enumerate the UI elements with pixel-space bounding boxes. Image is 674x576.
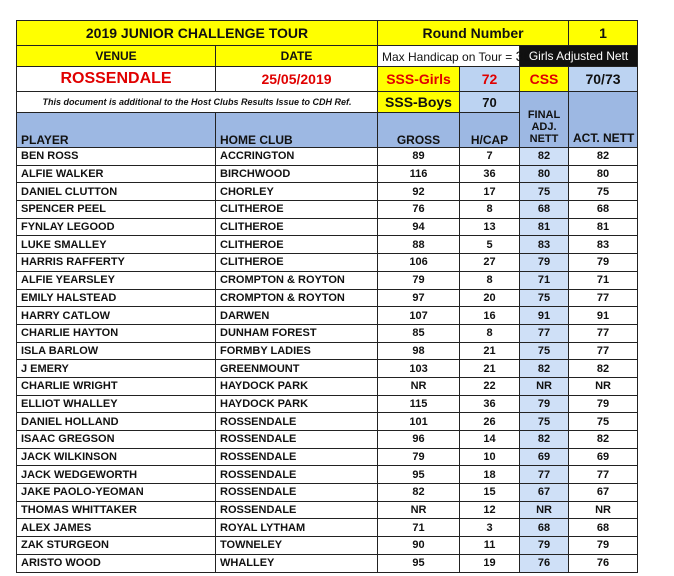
gross-cell: 98 [378, 342, 460, 360]
hcap-cell: 20 [460, 289, 520, 307]
gross-cell: 107 [378, 307, 460, 325]
home-club-cell: CLITHEROE [216, 218, 378, 236]
gross-cell: 101 [378, 413, 460, 431]
gross-cell: 88 [378, 236, 460, 254]
player-cell: ELLIOT WHALLEY [17, 395, 216, 413]
final-adj-nett-cell: 82 [520, 148, 569, 166]
final-adj-nett-cell: 69 [520, 448, 569, 466]
act-nett-cell: 77 [569, 324, 638, 342]
sss-boys-value: 70 [460, 92, 520, 113]
player-cell: ZAK STURGEON [17, 537, 216, 555]
home-club-cell: ROSSENDALE [216, 413, 378, 431]
player-cell: LUKE SMALLEY [17, 236, 216, 254]
player-cell: ALEX JAMES [17, 519, 216, 537]
table-row [17, 431, 638, 449]
home-club-cell: CHORLEY [216, 183, 378, 201]
gross-cell: 79 [378, 271, 460, 289]
final-adj-line-2: ADJ. [531, 121, 557, 133]
final-adj-line-1: FINAL [527, 109, 561, 121]
gross-cell: 96 [378, 431, 460, 449]
act-nett-cell: 71 [569, 271, 638, 289]
player-cell: JAKE PAOLO-YEOMAN [17, 484, 216, 502]
table-row [17, 395, 638, 413]
act-nett-cell: 75 [569, 183, 638, 201]
final-adj-nett-cell: 82 [520, 360, 569, 378]
gross-cell: 97 [378, 289, 460, 307]
gross-cell: 94 [378, 218, 460, 236]
gross-cell: 89 [378, 148, 460, 166]
act-nett-cell: 79 [569, 537, 638, 555]
act-nett-cell: 75 [569, 413, 638, 431]
player-cell: ISAAC GREGSON [17, 431, 216, 449]
home-club-cell: FORMBY LADIES [216, 342, 378, 360]
date-label: DATE [216, 46, 378, 67]
player-cell: EMILY HALSTEAD [17, 289, 216, 307]
hcap-cell: 8 [460, 271, 520, 289]
act-nett-cell: 91 [569, 307, 638, 325]
css-label: CSS [520, 67, 569, 92]
girls-adjusted-label: Girls Adjusted Nett [520, 46, 638, 67]
act-nett-cell: 82 [569, 148, 638, 166]
gross-cell: 106 [378, 254, 460, 272]
hcap-cell: 21 [460, 342, 520, 360]
sheet-header [17, 21, 638, 148]
act-nett-cell: 69 [569, 448, 638, 466]
home-club-cell: ACCRINGTON [216, 148, 378, 166]
player-cell: SPENCER PEEL [17, 201, 216, 219]
col-gross: GROSS [378, 113, 460, 148]
table-row [17, 537, 638, 555]
table-row [17, 554, 638, 572]
act-nett-cell: 79 [569, 395, 638, 413]
round-number-value: 1 [569, 21, 638, 46]
final-adj-nett-cell: 83 [520, 236, 569, 254]
home-club-cell: CLITHEROE [216, 236, 378, 254]
gross-cell: 90 [378, 537, 460, 555]
table-row [17, 218, 638, 236]
hcap-cell: 17 [460, 183, 520, 201]
gross-cell: 71 [378, 519, 460, 537]
home-club-cell: HAYDOCK PARK [216, 377, 378, 395]
home-club-cell: ROSSENDALE [216, 501, 378, 519]
table-row [17, 342, 638, 360]
hcap-cell: 11 [460, 537, 520, 555]
act-nett-cell: 68 [569, 201, 638, 219]
table-row [17, 201, 638, 219]
act-nett-cell: 82 [569, 360, 638, 378]
player-cell: J EMERY [17, 360, 216, 378]
max-handicap [378, 46, 532, 67]
hcap-cell: 8 [460, 324, 520, 342]
final-adj-line-3: NETT [529, 133, 559, 145]
hcap-cell: 10 [460, 448, 520, 466]
final-adj-nett-cell: 68 [520, 201, 569, 219]
act-nett-cell: 82 [569, 431, 638, 449]
document-note: This document is additional to the Host Clubs Results Issue to CDH Ref. [17, 92, 378, 113]
final-adj-nett-cell: 77 [520, 466, 569, 484]
table-row [17, 165, 638, 183]
gross-cell: 103 [378, 360, 460, 378]
hcap-cell: 8 [460, 201, 520, 219]
home-club-cell: HAYDOCK PARK [216, 395, 378, 413]
hcap-cell: 13 [460, 218, 520, 236]
table-row [17, 484, 638, 502]
player-cell: HARRY CATLOW [17, 307, 216, 325]
table-row [17, 271, 638, 289]
final-adj-nett-cell: 76 [520, 554, 569, 572]
player-cell: ISLA BARLOW [17, 342, 216, 360]
act-nett-cell: 76 [569, 554, 638, 572]
sss-girls-value: 72 [460, 67, 520, 92]
home-club-cell: CLITHEROE [216, 201, 378, 219]
gross-cell: NR [378, 501, 460, 519]
home-club-cell: CROMPTON & ROYTON [216, 271, 378, 289]
col-hcap: H/CAP [460, 113, 520, 148]
hcap-cell: 18 [460, 466, 520, 484]
venue-label: VENUE [17, 46, 216, 67]
max-handicap-value: 36 [515, 48, 532, 64]
table-row [17, 377, 638, 395]
act-nett-cell: 79 [569, 254, 638, 272]
table-row [17, 183, 638, 201]
player-cell: THOMAS WHITTAKER [17, 501, 216, 519]
hcap-cell: 21 [460, 360, 520, 378]
table-row [17, 448, 638, 466]
hcap-cell: 27 [460, 254, 520, 272]
hcap-cell: 12 [460, 501, 520, 519]
table-row [17, 501, 638, 519]
home-club-cell: ROSSENDALE [216, 431, 378, 449]
table-row [17, 324, 638, 342]
player-cell: ALFIE WALKER [17, 165, 216, 183]
final-adj-nett-cell: NR [520, 501, 569, 519]
tour-title: 2019 JUNIOR CHALLENGE TOUR [17, 21, 378, 46]
hcap-cell: 19 [460, 554, 520, 572]
table-row [17, 254, 638, 272]
final-adj-nett-cell: 77 [520, 324, 569, 342]
table-row [17, 413, 638, 431]
col-home-club: HOME CLUB [216, 113, 378, 148]
home-club-cell: GREENMOUNT [216, 360, 378, 378]
final-adj-nett-cell: 82 [520, 431, 569, 449]
gross-cell: 116 [378, 165, 460, 183]
gross-cell: 92 [378, 183, 460, 201]
act-nett-cell: NR [569, 501, 638, 519]
gross-cell: 115 [378, 395, 460, 413]
final-adj-nett-cell: 80 [520, 165, 569, 183]
final-adj-nett-cell: 91 [520, 307, 569, 325]
final-adj-nett-cell: 75 [520, 413, 569, 431]
player-cell: CHARLIE HAYTON [17, 324, 216, 342]
act-nett-cell: 83 [569, 236, 638, 254]
player-cell: CHARLIE WRIGHT [17, 377, 216, 395]
venue-value: ROSSENDALE [17, 67, 216, 92]
player-cell: HARRIS RAFFERTY [17, 254, 216, 272]
home-club-cell: DUNHAM FOREST [216, 324, 378, 342]
player-cell: ARISTO WOOD [17, 554, 216, 572]
gross-cell: 76 [378, 201, 460, 219]
table-row [17, 360, 638, 378]
final-adj-nett-cell: 75 [520, 342, 569, 360]
player-cell: DANIEL CLUTTON [17, 183, 216, 201]
final-adj-nett-cell: 79 [520, 395, 569, 413]
hcap-cell: 22 [460, 377, 520, 395]
hcap-cell: 5 [460, 236, 520, 254]
final-adj-nett-cell: 79 [520, 537, 569, 555]
sss-boys-label: SSS-Boys [378, 92, 460, 113]
final-adj-nett-cell: 75 [520, 289, 569, 307]
home-club-cell: ROYAL LYTHAM [216, 519, 378, 537]
home-club-cell: WHALLEY [216, 554, 378, 572]
player-cell: ALFIE YEARSLEY [17, 271, 216, 289]
player-cell: BEN ROSS [17, 148, 216, 166]
css-value: 70/73 [569, 67, 638, 92]
final-adj-nett-cell: 67 [520, 484, 569, 502]
sss-girls-label: SSS-Girls [378, 67, 460, 92]
player-cell: FYNLAY LEGOOD [17, 218, 216, 236]
player-cell: JACK WILKINSON [17, 448, 216, 466]
home-club-cell: ROSSENDALE [216, 448, 378, 466]
act-nett-cell: NR [569, 377, 638, 395]
final-adj-nett-cell: 81 [520, 218, 569, 236]
hcap-cell: 26 [460, 413, 520, 431]
act-nett-cell: 80 [569, 165, 638, 183]
table-row [17, 519, 638, 537]
table-row [17, 236, 638, 254]
hcap-cell: 36 [460, 395, 520, 413]
max-handicap-label: Max Handicap on Tour = [382, 50, 513, 64]
table-row [17, 148, 638, 166]
final-adj-nett-cell: NR [520, 377, 569, 395]
gross-cell: 95 [378, 554, 460, 572]
round-number-label: Round Number [378, 21, 569, 46]
hcap-cell: 36 [460, 165, 520, 183]
gross-cell: 79 [378, 448, 460, 466]
home-club-cell: ROSSENDALE [216, 466, 378, 484]
home-club-cell: DARWEN [216, 307, 378, 325]
player-cell: JACK WEDGEWORTH [17, 466, 216, 484]
act-nett-cell: 67 [569, 484, 638, 502]
final-adj-nett-cell: 68 [520, 519, 569, 537]
gross-cell: 85 [378, 324, 460, 342]
date-value: 25/05/2019 [216, 67, 378, 92]
table-row [17, 289, 638, 307]
results-rows [17, 148, 638, 573]
final-adj-nett-cell: 75 [520, 183, 569, 201]
col-player: PLAYER [17, 113, 216, 148]
act-nett-cell: 81 [569, 218, 638, 236]
gross-cell: 95 [378, 466, 460, 484]
home-club-cell: TOWNELEY [216, 537, 378, 555]
act-nett-cell: 77 [569, 466, 638, 484]
table-row [17, 466, 638, 484]
player-cell: DANIEL HOLLAND [17, 413, 216, 431]
hcap-cell: 16 [460, 307, 520, 325]
home-club-cell: CROMPTON & ROYTON [216, 289, 378, 307]
act-nett-cell: 77 [569, 289, 638, 307]
hcap-cell: 7 [460, 148, 520, 166]
home-club-cell: CLITHEROE [216, 254, 378, 272]
home-club-cell: BIRCHWOOD [216, 165, 378, 183]
act-nett-cell: 77 [569, 342, 638, 360]
gross-cell: NR [378, 377, 460, 395]
results-table [16, 20, 638, 573]
final-adj-nett-cell: 71 [520, 271, 569, 289]
col-act-nett: ACT. NETT [569, 92, 638, 148]
final-adj-nett-cell: 79 [520, 254, 569, 272]
col-final-adj-nett [520, 92, 569, 148]
table-row [17, 307, 638, 325]
act-nett-cell: 68 [569, 519, 638, 537]
hcap-cell: 15 [460, 484, 520, 502]
home-club-cell: ROSSENDALE [216, 484, 378, 502]
gross-cell: 82 [378, 484, 460, 502]
hcap-cell: 3 [460, 519, 520, 537]
hcap-cell: 14 [460, 431, 520, 449]
